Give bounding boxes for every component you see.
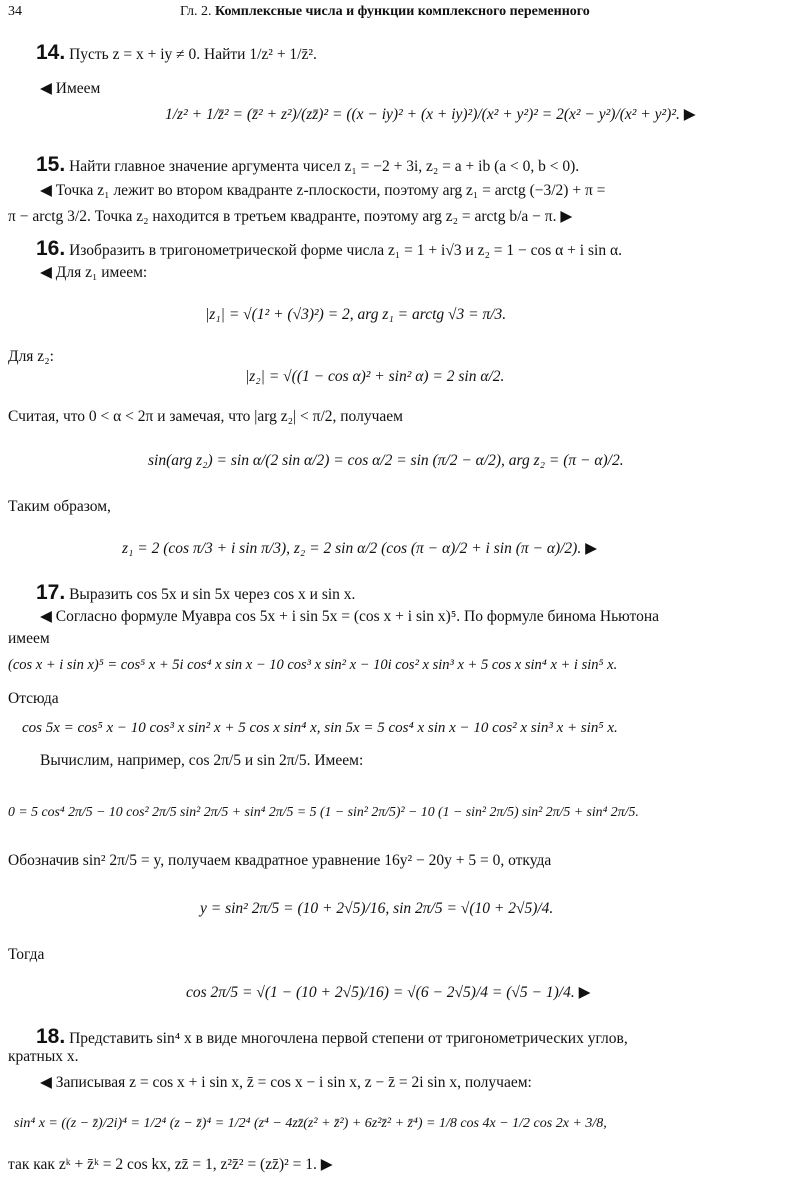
text-line: Таким образом,: [8, 498, 111, 515]
equation: sin(arg z₂) = sin α/(2 sin α/2) = cos α/2 = sin (π/2 − α/2), arg z₂ = (π − α)/2.: [148, 452, 624, 469]
problem-number: 15.: [36, 153, 66, 176]
equation: 0 = 5 cos⁴ 2π/5 − 10 cos² 2π/5 sin² 2π/5 + sin⁴ 2π/5 = 5 (1 − sin² 2π/5)² − 10 (1 − sin² 2π/5) sin² 2π/5 + sin⁴ 2π/5.: [8, 804, 639, 819]
equation: sin⁴ x = ((z − z̄)/2i)⁴ = 1/2⁴ (z − z̄)⁴ = 1/2⁴ (z⁴ − 4zz̄(z² + z̄²) + 6z²z̄² + z̄⁴) = 1/8 cos 4x − 1/2 cos 2x + 3/8,: [14, 1116, 607, 1131]
text-line: кратных x.: [8, 1048, 79, 1065]
text-line: Для z₂:: [8, 348, 54, 365]
solution-start: ◀ Имеем: [40, 80, 101, 97]
text-line: π − arctg 3/2. Точка z₂ находится в третьем квадранте, поэтому arg z₂ = arctg b/a − π. ▶: [8, 208, 573, 225]
problem-15-statement: 15. Найти главное значение аргумента чисел z₁ = −2 + 3i, z₂ = a + ib (a < 0, b < 0).: [36, 153, 580, 176]
text-line: Отсюда: [8, 690, 59, 707]
text-line: Считая, что 0 < α < 2π и замечая, что |arg z₂| < π/2, получаем: [8, 408, 403, 425]
equation: (cos x + i sin x)⁵ = cos⁵ x + 5i cos⁴ x sin x − 10 cos³ x sin² x − 10i cos² x sin³ x + 5 cos x sin⁴ x + i sin⁵ x.: [8, 657, 618, 673]
problem-18-statement: 18. Представить sin⁴ x в виде многочлена первой степени от тригонометрических углов,: [36, 1025, 628, 1048]
equation: |z₁| = √(1² + (√3)²) = 2, arg z₁ = arctg √3 = π/3.: [205, 306, 507, 323]
problem-number: 17.: [36, 581, 66, 604]
text-line: Вычислим, например, cos 2π/5 и sin 2π/5. Имеем:: [40, 752, 364, 769]
equation: 1/z² + 1/z̄² = (z̄² + z²)/(zz̄)² = ((x − iy)² + (x + iy)²)/(x² + y²)² = 2(x² − y²)/(x² + y²)². ▶: [165, 106, 696, 123]
text-line: ◀ Записывая z = cos x + i sin x, z̄ = cos x − i sin x, z − z̄ = 2i sin x, получаем:: [40, 1074, 532, 1091]
running-header: [180, 4, 590, 21]
text-line: Тогда: [8, 946, 45, 963]
problem-16-statement: 16. Изобразить в тригонометрической форме числа z₁ = 1 + i√3 и z₂ = 1 − cos α + i sin α.: [36, 237, 622, 260]
page-number: 34: [8, 4, 22, 19]
equation: z₁ = 2 (cos π/3 + i sin π/3), z₂ = 2 sin α/2 (cos (π − α)/2 + i sin (π − α)/2). ▶: [122, 540, 598, 557]
chapter-title: Комплексные числа и функции комплексного переменного: [215, 4, 590, 19]
text-line: Обозначив sin² 2π/5 = y, получаем квадратное уравнение 16y² − 20y + 5 = 0, откуда: [8, 852, 552, 869]
equation: cos 5x = cos⁵ x − 10 cos³ x sin² x + 5 cos x sin⁴ x, sin 5x = 5 cos⁴ x sin x − 10 cos² x sin³ x + sin⁵ x.: [22, 720, 618, 736]
chapter-label: Гл. 2.: [180, 4, 212, 19]
problem-number: 14.: [36, 41, 66, 64]
problem-number: 18.: [36, 1025, 66, 1048]
text-line: так как zᵏ + z̄ᵏ = 2 cos kx, zz̄ = 1, z²z̄² = (zz̄)² = 1. ▶: [8, 1156, 333, 1173]
equation: |z₂| = √((1 − cos α)² + sin² α) = 2 sin α/2.: [245, 368, 505, 385]
text-line: ◀ Согласно формуле Муавра cos 5x + i sin 5x = (cos x + i sin x)⁵. По формуле бинома Ньютона: [40, 608, 660, 625]
text-line: ◀ Для z₁ имеем:: [40, 264, 148, 281]
equation: cos 2π/5 = √(1 − (10 + 2√5)/16) = √(6 − 2√5)/4 = (√5 − 1)/4. ▶: [186, 984, 591, 1001]
text-line: ◀ Точка z₁ лежит во втором квадранте z-плоскости, поэтому arg z₁ = arctg (−3/2) + π =: [40, 182, 606, 199]
problem-number: 16.: [36, 237, 66, 260]
problem-17-statement: 17. Выразить cos 5x и sin 5x через cos x и sin x.: [36, 581, 356, 604]
text-line: имеем: [8, 630, 50, 647]
equation: y = sin² 2π/5 = (10 + 2√5)/16, sin 2π/5 = √(10 + 2√5)/4.: [200, 900, 554, 917]
problem-14-statement: 14. Пусть z = x + iy ≠ 0. Найти 1/z² + 1/z̄².: [36, 41, 317, 64]
